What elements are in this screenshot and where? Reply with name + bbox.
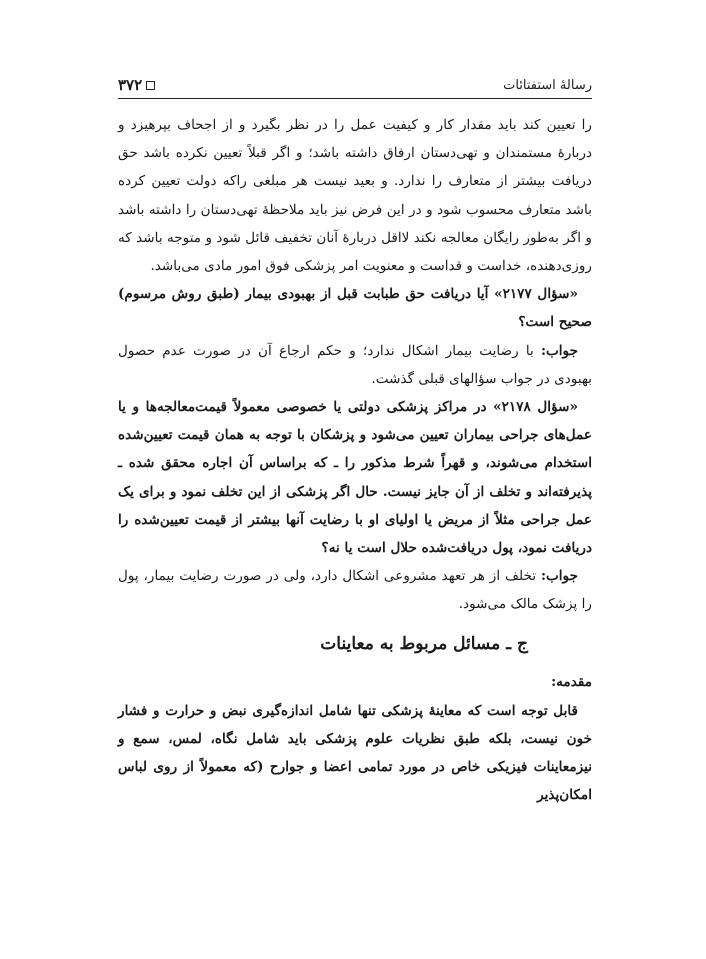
- page-number: ۳۷۲: [118, 76, 143, 94]
- answer-text: تخلف از هر تعهد مشروعی اشکال دارد، ولی در صورت رضایت بیمار، پول را پزشک مالک می‌شود.: [118, 568, 592, 613]
- book-page: [118, 74, 592, 809]
- square-bullet-icon: [146, 81, 155, 90]
- section-heading: ج ـ مسائل مربوط به معاینات: [320, 633, 528, 654]
- body-paragraph: را تعیین کند باید مقدار کار و کیفیت عمل را در نظر بگیرد و از اجحاف بپرهیزد و دربارهٔ مستمندان و تهی‌دستان ارفاق داشته باشد؛ و اگر قبلاً تعیین نکرده باشد حق دریافت بیشتر از متعارف را ندارد. و بعید نیست هر مبلغی راکه دولت تعیین کرده باشد متعارف محسوب شود و در این فرض نیز باید ملاحظهٔ تهی‌دستان را داشته باشد و اگر به‌طور رایگان معالجه نکند لااقل دربارهٔ آنان تخفیف قائل شود و متوجه باشد که روزی‌دهنده، خداست و قداست و معنویت امر پزشکی فوق امور مادی می‌باشد.: [118, 117, 592, 275]
- answer-label: جواب:: [540, 568, 578, 585]
- intro-paragraph: قابل توجه است که معاینهٔ پزشکی تنها شامل اندازه‌گیری نبض و حرارت و فشار خون نیست، بلکه طبق نظریات علوم پزشکی باید شامل نگاه، لمس، سمع و نیزمعاینات فیزیکی خاص در مورد تمامی اعضا و جوارح (که معمولاً از روی لباس امکان‌پذیر: [118, 702, 592, 804]
- answer-text: با رضایت بیمار اشکال ندارد؛ و حکم ارجاع آن در صورت عدم حصول بهبودی در جواب سؤالهای قبلی گذشت.: [118, 342, 592, 387]
- intro-label: مقدمه:: [551, 673, 592, 690]
- answer-2178: [118, 562, 592, 618]
- question-2177: «سؤال ۲۱۷۷» آیا دریافت حق طبابت قبل از بهبودی بیمار (طبق روش مرسوم) صحیح است؟: [118, 286, 592, 331]
- page-number-block: [118, 76, 155, 94]
- question-2178: «سؤال ۲۱۷۸» در مراکز پزشکی دولتی یا خصوصی معمولاً قیمت‌معالجه‌ها و یا عمل‌های جراحی بیماران تعیین می‌شود و پزشکان با توجه به همان قیمت تعیین‌شده استخدام می‌شوند، و قهراً شرط مذکور را ـ که براساس آن اجاره محقق شده ـ پذیرفته‌اند و تخلف از آن جایز نیست. حال اگر پزشکی از این تخلف نمود و برای یک عمل جراحی مثلاً از مریض یا اولیای او با رضایت آنها بیشتر از قیمت تعیین‌شده را دریافت نمود، پول دریافت‌شده حلال است یا نه؟: [118, 399, 592, 557]
- answer-2177: [118, 337, 592, 393]
- page-header: [118, 74, 592, 99]
- answer-label: جواب:: [540, 342, 578, 359]
- running-title: رسالهٔ استفتائات: [503, 78, 592, 93]
